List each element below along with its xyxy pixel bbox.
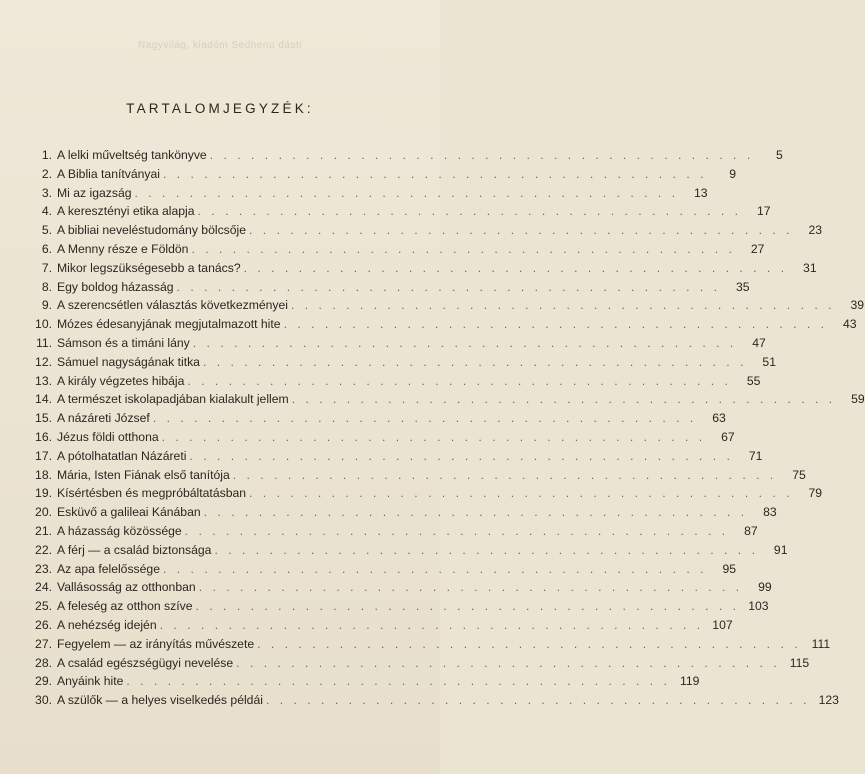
toc-entry [28, 691, 839, 710]
entry-number: 11. [35, 335, 52, 350]
entry-page-number: 13 [693, 185, 708, 200]
leader-dots: . . . . . . . . . . . . . . . . . . . . . . . . . . . . . . . . . . . . . . . . [161, 429, 706, 444]
toc-entry [28, 240, 765, 259]
leader-dots: . . . . . . . . . . . . . . . . . . . . . . . . . . . . . . . . . . . . . . . . [191, 241, 736, 256]
toc-entry [28, 202, 771, 221]
toc-entry [28, 296, 865, 315]
entry-title: Sámson és a timáni lány [57, 335, 190, 350]
entry-page-number: 9 [729, 166, 736, 181]
entry-title: A szerencsétlen választás következményei [57, 298, 288, 313]
entry-page-number: 35 [736, 279, 750, 294]
entry-number: 21. [35, 523, 52, 538]
entry-number: 16. [35, 429, 52, 444]
entry-title: A házasság közössége [57, 523, 182, 538]
entry-number: 9. [41, 298, 52, 313]
entry-title: A Menny része e Földön [57, 241, 189, 256]
leader-dots: . . . . . . . . . . . . . . . . . . . . . . . . . . . . . . . . . . . . . . . . [214, 542, 759, 557]
entry-page-number: 27 [750, 241, 765, 256]
table-of-contents [28, 146, 865, 710]
toc-entry [28, 334, 766, 353]
leader-dots: . . . . . . . . . . . . . . . . . . . . . . . . . . . . . . . . . . . . . . . . [187, 373, 732, 388]
entry-number: 20. [35, 505, 52, 520]
entry-title: Mózes édesanyjának megjutalmazott hite [57, 317, 281, 332]
leader-dots: . . . . . . . . . . . . . . . . . . . . . . . . . . . . . . . . . . . . . . . . [291, 392, 836, 407]
entry-page-number: 103 [748, 599, 769, 614]
entry-title: Sámuel nagyságának titka [57, 354, 200, 369]
toc-entry [28, 466, 806, 485]
toc-entry [28, 372, 761, 391]
leader-dots: . . . . . . . . . . . . . . . . . . . . . . . . . . . . . . . . . . . . . . . . [197, 204, 742, 219]
leader-dots: . . . . . . . . . . . . . . . . . . . . . . . . . . . . . . . . . . . . . . . . [159, 617, 704, 632]
entry-number: 17. [35, 448, 52, 463]
leader-dots: . . . . . . . . . . . . . . . . . . . . . . . . . . . . . . . . . . . . . . . . [203, 505, 748, 520]
leader-dots: . . . . . . . . . . . . . . . . . . . . . . . . . . . . . . . . . . . . . . . . [249, 223, 794, 238]
entry-title: A feleség az otthon szíve [57, 599, 193, 614]
leader-dots: . . . . . . . . . . . . . . . . . . . . . . . . . . . . . . . . . . . . . . . . [249, 486, 794, 501]
entry-page-number: 119 [679, 674, 700, 689]
toc-entry [28, 184, 708, 203]
toc-entry [28, 165, 736, 184]
entry-number: 18. [35, 467, 52, 482]
entry-title: Kísértésben és megpróbáltatásban [57, 486, 247, 501]
entry-number: 24. [35, 580, 52, 595]
entry-number: 5. [41, 223, 52, 238]
leader-dots: . . . . . . . . . . . . . . . . . . . . . . . . . . . . . . . . . . . . . . . . [163, 561, 708, 576]
leader-dots: . . . . . . . . . . . . . . . . . . . . . . . . . . . . . . . . . . . . . . . . [192, 335, 737, 350]
entry-title: Anyáink hite [57, 674, 124, 689]
entry-page-number: 5 [775, 148, 783, 162]
toc-entry [28, 409, 726, 428]
leader-dots: . . . . . . . . . . . . . . . . . . . . . . . . . . . . . . . . . . . . . . . . [198, 580, 743, 595]
entry-page-number: 91 [773, 542, 788, 557]
entry-number: 22. [35, 542, 52, 557]
leader-dots: . . . . . . . . . . . . . . . . . . . . . . . . . . . . . . . . . . . . . . . . [152, 411, 697, 426]
leader-dots: . . . . . . . . . . . . . . . . . . . . . . . . . . . . . . . . . . . . . . . . [126, 674, 671, 689]
entry-number: 2. [41, 166, 52, 181]
entry-title: A Biblia tanítványai [57, 166, 160, 181]
entry-title: A lelki műveltség tankönyve [57, 148, 207, 162]
leader-dots: . . . . . . . . . . . . . . . . . . . . . . . . . . . . . . . . . . . . . . . . [202, 354, 747, 369]
leader-dots: . . . . . . . . . . . . . . . . . . . . . . . . . . . . . . . . . . . . . . . . [291, 298, 836, 313]
entry-number: 13. [35, 373, 52, 388]
leader-dots: . . . . . . . . . . . . . . . . . . . . . . . . . . . . . . . . . . . . . . . . [283, 317, 828, 332]
toc-entry [28, 259, 817, 278]
entry-page-number: 107 [712, 617, 733, 632]
entry-title: Mária, Isten Fiának első tanítója [57, 467, 230, 482]
leader-dots: . . . . . . . . . . . . . . . . . . . . . . . . . . . . . . . . . . . . . . . . [184, 523, 729, 538]
toc-entry [28, 635, 831, 654]
leader-dots: . . . . . . . . . . . . . . . . . . . . . . . . . . . . . . . . . . . . . . . . [243, 260, 788, 275]
toc-entry [28, 654, 810, 673]
toc-entry [28, 503, 777, 522]
entry-page-number: 79 [808, 486, 823, 501]
entry-page-number: 59 [851, 392, 865, 407]
toc-entry [28, 221, 823, 240]
leader-dots: . . . . . . . . . . . . . . . . . . . . . . . . . . . . . . . . . . . . . . . . [195, 599, 740, 614]
entry-number: 30. [35, 693, 52, 708]
entry-page-number: 23 [808, 223, 823, 238]
entry-number: 26. [35, 617, 52, 632]
entry-number: 6. [41, 241, 52, 256]
entry-title: A bibliai neveléstudomány bölcsője [57, 223, 247, 238]
leader-dots: . . . . . . . . . . . . . . . . . . . . . . . . . . . . . . . . . . . . . . . . [176, 279, 721, 294]
entry-title: Jézus földi otthona [57, 429, 159, 444]
toc-entry [28, 672, 700, 691]
entry-page-number: 63 [712, 411, 726, 426]
toc-entry [28, 484, 823, 503]
entry-page-number: 47 [752, 335, 766, 350]
bleed-through-text: Nagyvilág, kiadóm Sedhenu dásti [138, 40, 302, 51]
entry-number: 4. [41, 204, 52, 219]
entry-title: Vallásosság az otthonban [57, 580, 196, 595]
entry-title: Fegyelem — az irányítás művészete [57, 636, 255, 651]
entry-page-number: 31 [803, 260, 817, 275]
entry-number: 1. [41, 148, 52, 162]
entry-title: A király végzetes hibája [57, 373, 185, 388]
toc-entry [28, 390, 865, 409]
entry-title: Mi az igazság [57, 185, 132, 200]
entry-number: 8. [41, 279, 52, 294]
leader-dots: . . . . . . . . . . . . . . . . . . . . . . . . . . . . . . . . . . . . . . . . [265, 693, 810, 708]
entry-number: 23. [35, 561, 52, 576]
entry-page-number: 83 [763, 505, 777, 520]
entry-page-number: 71 [748, 448, 763, 463]
entry-page-number: 43 [843, 317, 857, 332]
entry-title: A férj — a család biztonsága [57, 542, 212, 557]
entry-number: 3. [41, 185, 52, 200]
entry-title: A természet iskolapadjában kialakult jellem [57, 392, 289, 407]
entry-number: 27. [35, 636, 52, 651]
leader-dots: . . . . . . . . . . . . . . . . . . . . . . . . . . . . . . . . . . . . . . . . [134, 185, 679, 200]
entry-number: 15. [35, 411, 52, 426]
entry-page-number: 87 [744, 523, 758, 538]
leader-dots: . . . . . . . . . . . . . . . . . . . . . . . . . . . . . . . . . . . . . . . . [257, 636, 802, 651]
toc-entry [28, 560, 737, 579]
entry-title: A család egészségügyi nevelése [57, 655, 234, 670]
entry-title: A keresztényi etika alapja [57, 204, 195, 219]
toc-entry [28, 315, 857, 334]
toc-entry [28, 146, 783, 165]
entry-page-number: 99 [758, 580, 772, 595]
entry-number: 10. [35, 317, 52, 332]
entry-page-number: 51 [762, 354, 776, 369]
entry-page-number: 67 [721, 429, 735, 444]
toc-entry [28, 278, 750, 297]
entry-title: A szülők — a helyes viselkedés példái [57, 693, 263, 708]
toc-entry [28, 353, 776, 372]
leader-dots: . . . . . . . . . . . . . . . . . . . . . . . . . . . . . . . . . . . . . . . . [189, 448, 734, 463]
leader-dots: . . . . . . . . . . . . . . . . . . . . . . . . . . . . . . . . . . . . . . . . [232, 467, 777, 482]
entry-page-number: 123 [818, 693, 839, 708]
leader-dots: . . . . . . . . . . . . . . . . . . . . . . . . . . . . . . . . . . . . . . . . [236, 655, 781, 670]
entry-page-number: 39 [850, 298, 865, 313]
entry-number: 14. [35, 392, 52, 407]
leader-dots: . . . . . . . . . . . . . . . . . . . . . . . . . . . . . . . . . . . . . . . . [162, 166, 707, 181]
toc-entry [28, 522, 758, 541]
toc-entry [28, 428, 735, 447]
entry-number: 29. [35, 674, 52, 689]
entry-title: Az apa felelőssége [57, 561, 160, 576]
entry-number: 19. [35, 486, 52, 501]
entry-title: Egy boldog házasság [57, 279, 174, 294]
toc-entry [28, 597, 769, 616]
toc-entry [28, 616, 733, 635]
entry-title: Esküvő a galileai Kánában [57, 505, 201, 520]
toc-entry [28, 541, 788, 560]
entry-number: 7. [41, 260, 52, 275]
leader-dots: . . . . . . . . . . . . . . . . . . . . . . . . . . . . . . . . . . . . . . . . [209, 148, 754, 162]
entry-title: Mikor legszükségesebb a tanács? [57, 260, 241, 275]
page-title: TARTALOMJEGYZÉK: [126, 101, 314, 116]
entry-page-number: 111 [811, 636, 831, 651]
entry-page-number: 55 [746, 373, 761, 388]
toc-entry [28, 447, 763, 466]
entry-page-number: 75 [792, 467, 806, 482]
entry-page-number: 115 [789, 655, 810, 670]
entry-title: A nehézség idején [57, 617, 157, 632]
entry-number: 12. [35, 354, 52, 369]
entry-page-number: 17 [756, 204, 771, 219]
entry-number: 28. [35, 655, 52, 670]
entry-title: A pótolhatatlan Názáreti [57, 448, 187, 463]
toc-entry [28, 578, 772, 597]
entry-title: A názáreti József [57, 411, 150, 426]
entry-page-number: 95 [722, 561, 737, 576]
entry-number: 25. [35, 599, 52, 614]
